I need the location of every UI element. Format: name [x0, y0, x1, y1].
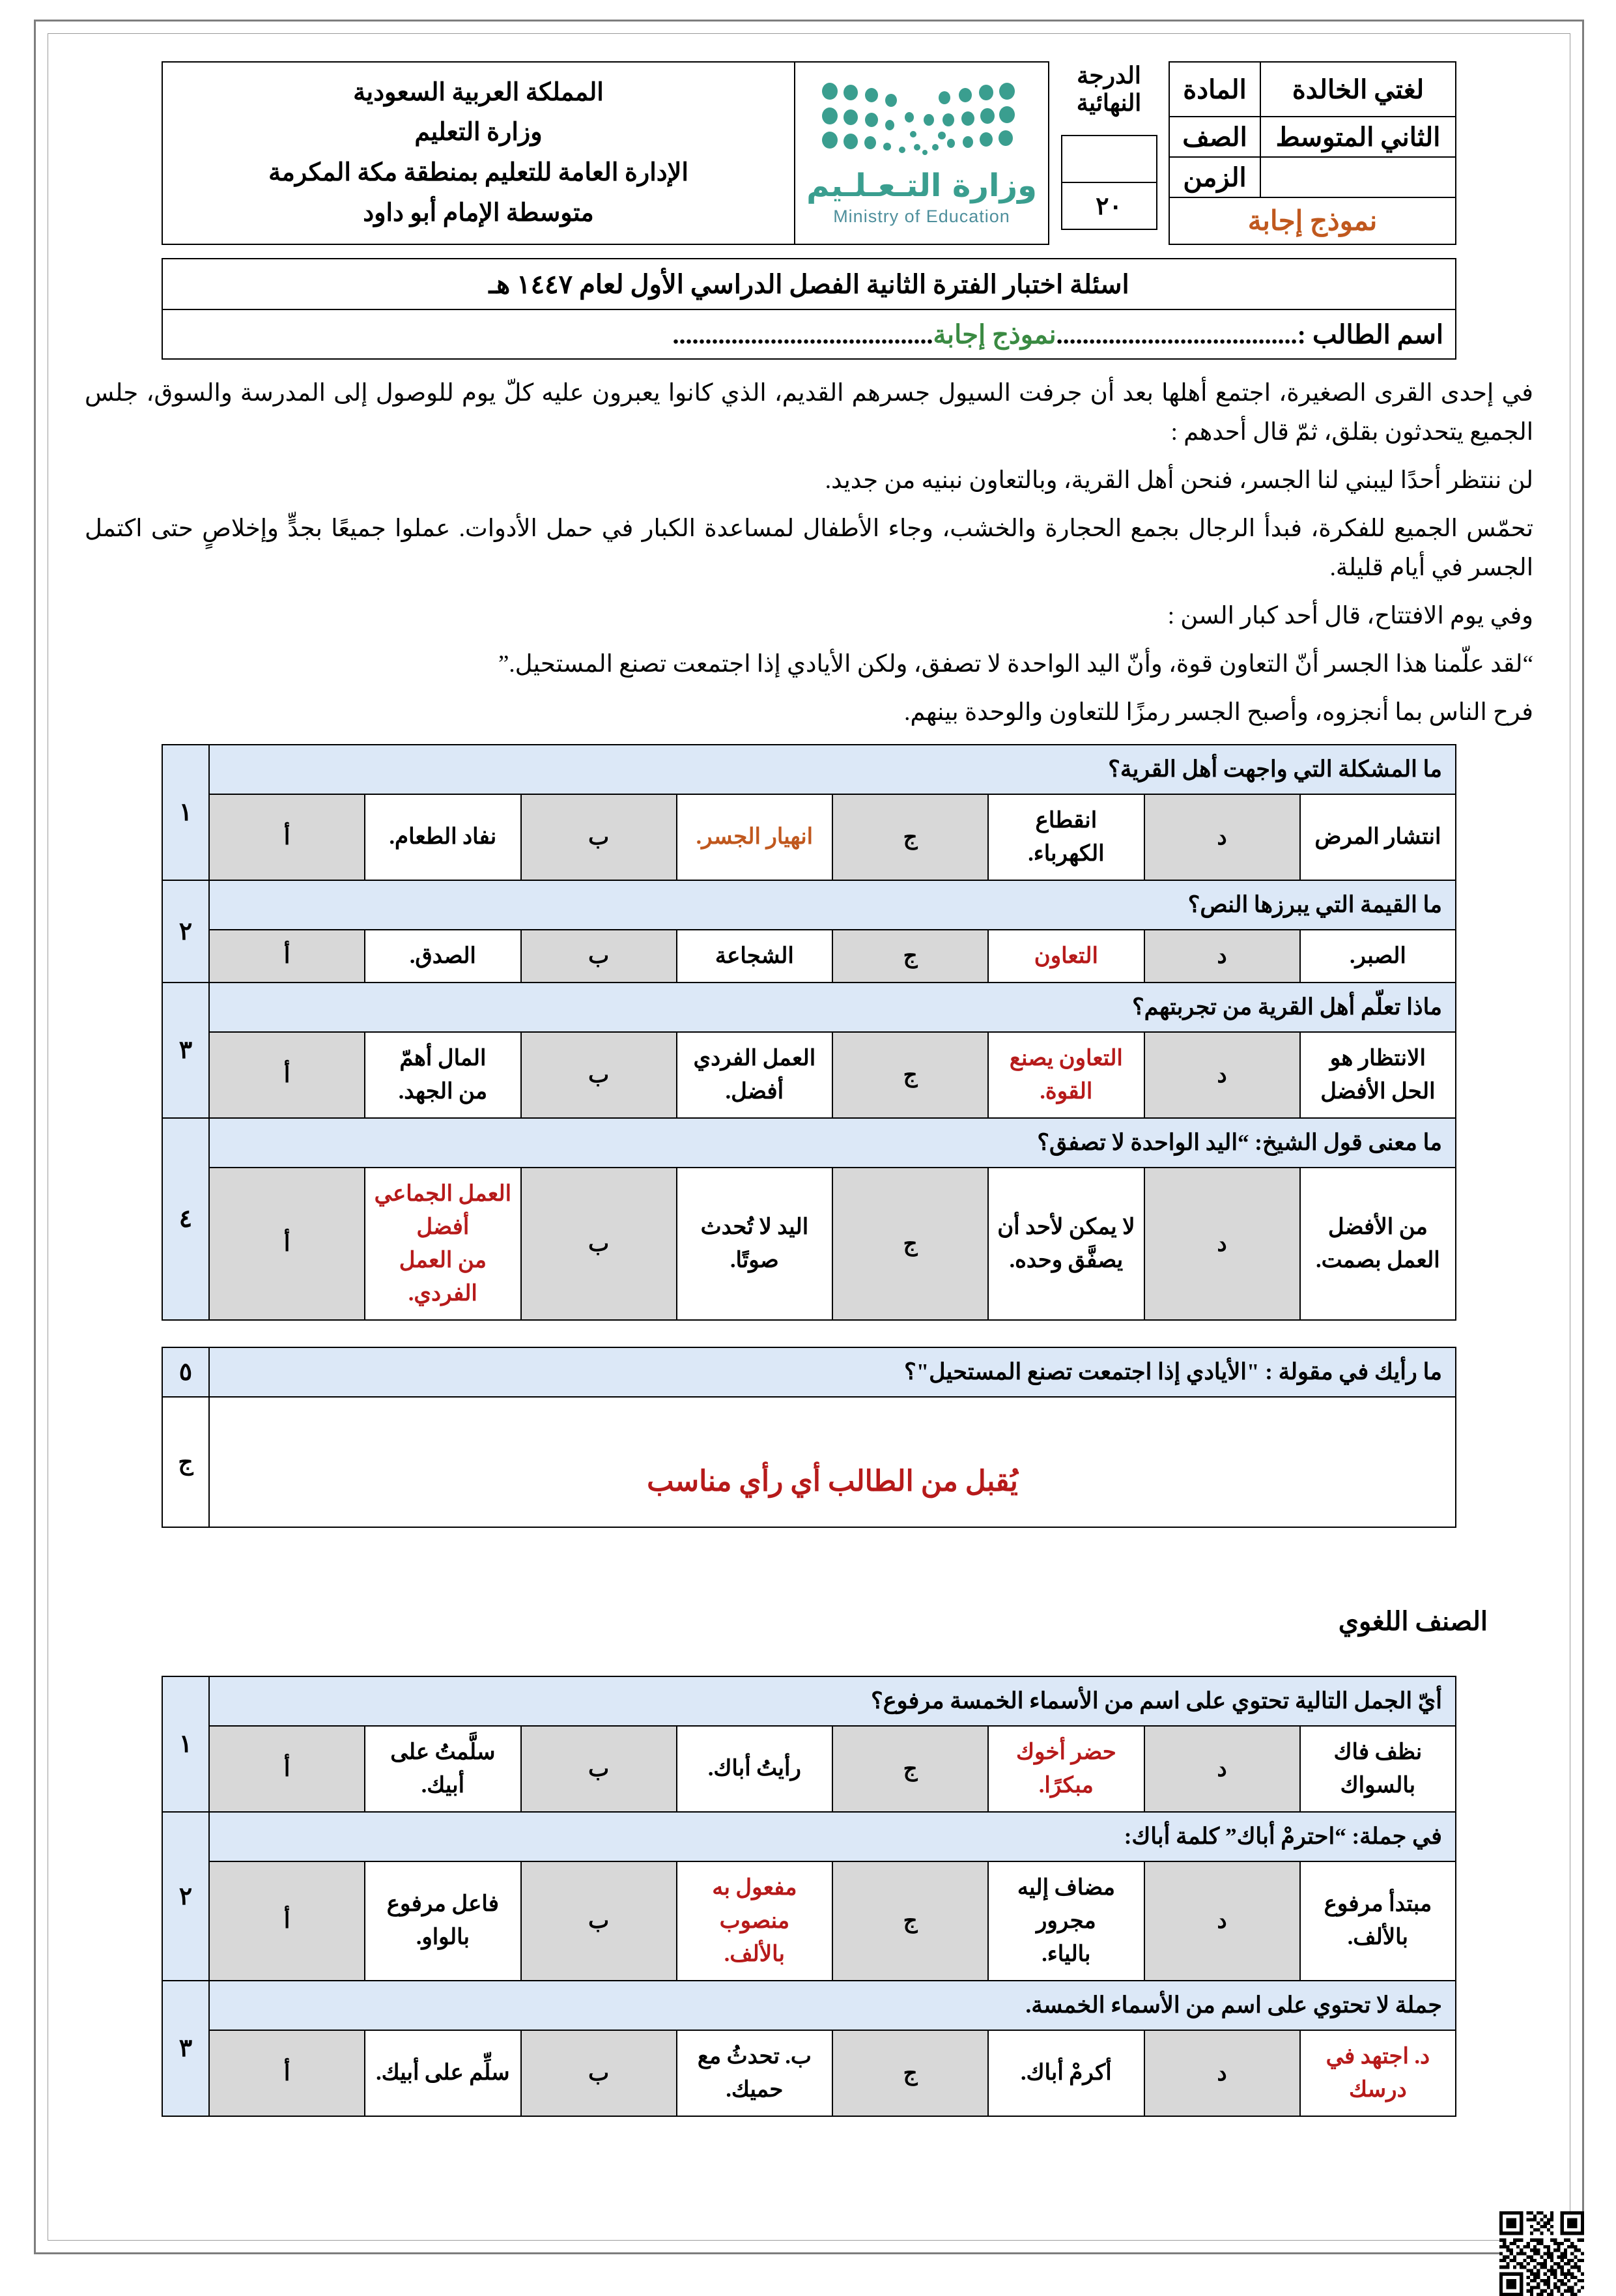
final-grade-label: الدرجة النهائية: [1076, 63, 1142, 116]
option-text-a[interactable]: الصدق.: [365, 930, 520, 983]
option-letter-c: ج: [832, 2030, 988, 2116]
option-letter-b: ب: [521, 1726, 677, 1812]
student-name-row: [162, 309, 1456, 359]
table-row: [162, 745, 1456, 794]
table-row: [162, 880, 1456, 930]
passage-line-6: فرح الناس بما أنجزوه، وأصبح الجسر رمزًا للتعاون والوحدة بينهم.: [904, 698, 1533, 726]
option-text-a[interactable]: العمل الجماعي أفضل من العمل الفردي.: [365, 1168, 520, 1320]
table-row: [162, 1168, 1456, 1320]
option-letter-a: أ: [209, 1168, 365, 1320]
option-text-d[interactable]: د. اجتهد في درسك: [1300, 2030, 1456, 2116]
passage-line-4: وفي يوم الافتتاح، قال أحد كبار السن :: [1167, 602, 1533, 629]
student-name-value: نموذج إجابة: [933, 319, 1056, 349]
grade-value: الثاني المتوسط: [1260, 117, 1456, 157]
option-letter-a: أ: [209, 1726, 365, 1812]
option-text-d[interactable]: مبتدأ مرفوع بالألف.: [1300, 1861, 1456, 1981]
option-text-c[interactable]: مضاف إليه مجرور بالياء.: [988, 1861, 1144, 1981]
option-letter-c: ج: [832, 930, 988, 983]
option-text-d[interactable]: نظف فاك بالسواك: [1300, 1726, 1456, 1812]
table-row: [162, 1981, 1456, 2030]
option-letter-b: ب: [521, 1032, 677, 1118]
table-row: [162, 1032, 1456, 1118]
org-line-school: متوسطة الإمام أبو داود: [363, 199, 594, 227]
question-number: ٤: [162, 1118, 209, 1320]
option-letter-d: د: [1144, 794, 1300, 880]
question-text: في جملة: “احترمْ أباك” كلمة أباك:: [209, 1812, 1456, 1861]
option-letter-b: ب: [521, 2030, 677, 2116]
option-letter-d: د: [1144, 930, 1300, 983]
document-page: [34, 20, 1584, 2254]
option-text-b[interactable]: انهيار الجسر.: [677, 794, 832, 880]
option-letter-b: ب: [521, 930, 677, 983]
option-text-c[interactable]: التعاون: [988, 930, 1144, 983]
question-number: ٣: [162, 983, 209, 1118]
exam-title: اسئلة اختبار الفترة الثانية الفصل الدراسي الأول لعام ١٤٤٧ هـ: [162, 259, 1456, 309]
subject-value: لغتي الخالدة: [1260, 62, 1456, 117]
question-text: ما معنى قول الشيخ: “اليد الواحدة لا تصفق؟: [209, 1118, 1456, 1168]
final-grade-box: [1061, 135, 1157, 230]
time-value[interactable]: [1260, 157, 1456, 197]
question-text: أيّ الجمل التالية تحتوي على اسم من الأسماء الخمسة مرفوع؟: [209, 1676, 1456, 1726]
table-row: [162, 1676, 1456, 1726]
org-line-kingdom: المملكة العربية السعودية: [353, 78, 604, 106]
option-text-a[interactable]: فاعل مرفوع بالواو.: [365, 1861, 520, 1981]
option-letter-a: أ: [209, 2030, 365, 2116]
option-text-a[interactable]: نفاد الطعام.: [365, 794, 520, 880]
question-text: ماذا تعلّم أهل القرية من تجربتهم؟: [209, 983, 1456, 1032]
page-inner-border: [48, 33, 1570, 2241]
question-number: ١: [162, 1676, 209, 1812]
option-letter-a: أ: [209, 794, 365, 880]
table-row: [162, 1397, 1456, 1527]
table-row: [162, 930, 1456, 983]
option-text-d[interactable]: من الأفضل العمل بصمت.: [1300, 1168, 1456, 1320]
option-text-a[interactable]: سلَّمتُ على أبيك.: [365, 1726, 520, 1812]
option-letter-c: ج: [832, 1032, 988, 1118]
option-letter-c: ج: [832, 1726, 988, 1812]
option-text-d[interactable]: الانتظار هو الحل الأفضل: [1300, 1032, 1456, 1118]
option-text-b[interactable]: اليد لا تُحدث صوتًا.: [677, 1168, 832, 1320]
option-text-c[interactable]: أكرمْ أباك.: [988, 2030, 1144, 2116]
grade-label: الصف: [1169, 117, 1260, 157]
final-grade-blank-cell[interactable]: [1062, 136, 1157, 182]
reading-passage: [85, 374, 1533, 732]
ministry-wordmark-english: Ministry of Education: [833, 207, 1010, 226]
option-letter-a: أ: [209, 1861, 365, 1981]
table-row: [162, 983, 1456, 1032]
passage-line-2: لن ننتظر أحدًا ليبني لنا الجسر، فنحن أهل القرية، وبالتعاون نبنيه من جديد.: [825, 466, 1533, 494]
table-row: [162, 1861, 1456, 1981]
option-text-b[interactable]: رأيتُ أباك.: [677, 1726, 832, 1812]
option-letter-a: أ: [209, 1032, 365, 1118]
passage-line-3: تحمّس الجميع للفكرة، فبدأ الرجال بجمع الحجارة والخشب، وجاء الأطفال لمساعدة الكبار في حمل الأدوات. عملوا جميعًا بجدٍّ وإخلاصٍ حتى اكتمل الجسر في أيام قليلة.: [85, 515, 1533, 581]
student-name-prefix: اسم الطالب :.....................................: [1056, 319, 1443, 349]
option-text-b[interactable]: العمل الفردي أفضل.: [677, 1032, 832, 1118]
option-letter-b: ب: [521, 1861, 677, 1981]
option-letter-d: د: [1144, 2030, 1300, 2116]
table-row: [162, 1726, 1456, 1812]
org-line-ministry: وزارة التعليم: [414, 119, 543, 147]
answer-model-badge: نموذج إجابة: [1169, 197, 1456, 244]
option-letter-c: ج: [832, 794, 988, 880]
student-name-suffix: ........................................: [672, 319, 933, 349]
option-text-c[interactable]: انقطاع الكهرباء.: [988, 794, 1144, 880]
option-letter-d: د: [1144, 1168, 1300, 1320]
final-grade-value-cell: ٢٠: [1062, 182, 1157, 229]
question-number: ٣: [162, 1981, 209, 2116]
table-row: [162, 2030, 1456, 2116]
essay-answer-label: ج: [162, 1397, 209, 1527]
option-letter-c: ج: [832, 1861, 988, 1981]
time-label: الزمن: [1169, 157, 1260, 197]
option-letter-b: ب: [521, 794, 677, 880]
table-row: [162, 1118, 1456, 1168]
question-text: ما المشكلة التي واجهت أهل القرية؟: [209, 745, 1456, 794]
essay-answer-text[interactable]: يُقبل من الطالب أي رأي مناسب: [209, 1397, 1456, 1527]
question-number: ١: [162, 745, 209, 880]
essay-question-text: ما رأيك في مقولة : "الأيادي إذا اجتمعت تصنع المستحيل"؟: [209, 1347, 1456, 1397]
option-text-d[interactable]: الصبر.: [1300, 930, 1456, 983]
option-text-a[interactable]: سلِّم على أبيك.: [365, 2030, 520, 2116]
option-text-b[interactable]: الشجاعة: [677, 930, 832, 983]
ministry-logo-cell: [795, 62, 1049, 244]
option-letter-d: د: [1144, 1032, 1300, 1118]
question-number: ٢: [162, 1812, 209, 1981]
table-row: [162, 794, 1456, 880]
question-text: جملة لا تحتوي على اسم من الأسماء الخمسة.: [209, 1981, 1456, 2030]
subject-label: المادة: [1169, 62, 1260, 117]
org-line-directorate: الإدارة العامة للتعليم بمنطقة مكة المكرمة: [268, 159, 688, 186]
qr-code-icon: [1499, 2211, 1584, 2296]
option-letter-a: أ: [209, 930, 365, 983]
table-row: [162, 1812, 1456, 1861]
option-letter-d: د: [1144, 1726, 1300, 1812]
exam-title-table: [162, 258, 1456, 360]
option-text-c[interactable]: لا يمكن لأحد أن يصفَّق وحده.: [988, 1168, 1144, 1320]
ministry-dots-logo-icon: [814, 79, 1029, 158]
option-letter-b: ب: [521, 1168, 677, 1320]
table-row: [162, 1347, 1456, 1397]
document-header-table: [162, 61, 1456, 245]
option-text-b[interactable]: مفعول به منصوب بالألف.: [677, 1861, 832, 1981]
question-text: ما القيمة التي يبرزها النص؟: [209, 880, 1456, 930]
question-number: ٢: [162, 880, 209, 983]
final-grade-box-cell: [1049, 117, 1169, 244]
grammar-section-heading: الصنف اللغوي: [1338, 1606, 1488, 1636]
option-text-b[interactable]: ب. تحدثُ مع حميك.: [677, 2030, 832, 2116]
option-text-a[interactable]: المال أهمّ من الجهد.: [365, 1032, 520, 1118]
organization-block: [162, 62, 795, 244]
option-text-c[interactable]: حضر أخوك مبكرًا.: [988, 1726, 1144, 1812]
option-text-d[interactable]: انتشار المرض: [1300, 794, 1456, 880]
essay-question-table: [162, 1347, 1456, 1528]
grammar-questions-table: [162, 1676, 1456, 2117]
comprehension-questions-table: [162, 744, 1456, 1321]
option-letter-c: ج: [832, 1168, 988, 1320]
essay-question-number: ٥: [162, 1347, 209, 1397]
option-text-c[interactable]: التعاون يصنع القوة.: [988, 1032, 1144, 1118]
ministry-wordmark: وزارة التـعـلـيم: [806, 167, 1037, 204]
passage-line-1: في إحدى القرى الصغيرة، اجتمع أهلها بعد أن جرفت السيول جسرهم القديم، الذي كانوا يعبرون عليه كلّ يوم للوصول إلى المدرسة والسوق، جلس الجميع يتحدثون بقلق، ثمّ قال أحدهم :: [85, 380, 1533, 446]
option-letter-d: د: [1144, 1861, 1300, 1981]
passage-line-5: “لقد علّمنا هذا الجسر أنّ التعاون قوة، وأنّ اليد الواحدة لا تصفق، ولكن الأيادي إذا اجتمعت تصنع المستحيل.”: [498, 650, 1533, 678]
